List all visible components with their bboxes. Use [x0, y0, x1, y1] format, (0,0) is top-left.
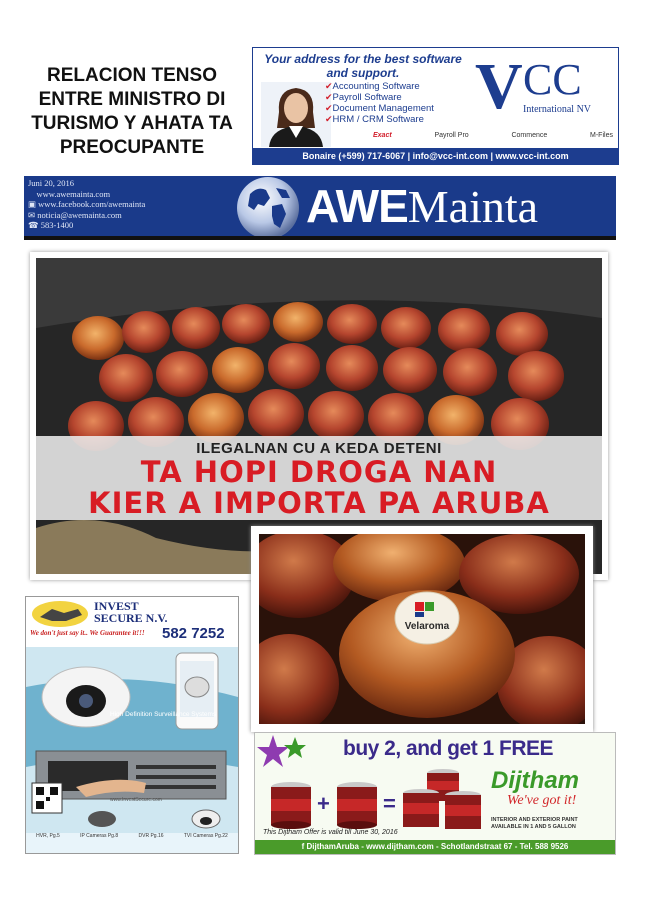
partner-logo: Exact	[373, 132, 392, 139]
facebook-icon: ▣	[28, 199, 37, 209]
product-item: IP Cameras Pg.8	[80, 833, 119, 839]
website-link[interactable]: www.awemainta.com	[36, 188, 111, 199]
vcc-advertisement[interactable]	[252, 47, 619, 165]
invest-name	[94, 600, 167, 624]
facebook-row[interactable]	[28, 199, 145, 210]
vcc-services-list	[325, 81, 434, 125]
vcc-logo-v: V	[475, 50, 523, 123]
email-row[interactable]	[28, 210, 145, 221]
dijtham-validity: This Dijtham Offer is valid till June 30, 2016	[263, 829, 398, 836]
vcc-contact-bar[interactable]: Bonaire (+599) 717-6067 | info@vcc-int.com | www.vcc-int.com	[253, 148, 618, 164]
equals-sign: =	[383, 791, 396, 816]
dijtham-slogan: We've got it!	[507, 793, 577, 808]
invest-phone[interactable]: 582 7252	[162, 625, 225, 642]
mail-icon: ✉	[28, 209, 36, 220]
partner-logo: Payroll Pro	[434, 132, 469, 139]
inset-label-text: Velaroma	[404, 621, 450, 632]
vcc-partner-logos	[373, 132, 613, 139]
paint-can-icon	[335, 781, 379, 829]
facebook-icon: f	[301, 842, 307, 851]
story-headline-line-1: TA HOPI DROGA NAN	[140, 455, 498, 489]
paint-info-line-1: INTERIOR AND EXTERIOR PAINT	[491, 817, 578, 823]
product-item: HVR, Pg.5	[36, 833, 60, 839]
vcc-service-item: ✔ HRM / CRM Software	[325, 114, 434, 125]
masthead-divider	[24, 236, 616, 240]
star-decoration-icon	[255, 733, 315, 783]
globe-icon	[236, 176, 300, 236]
partner-logo: M-Files	[590, 132, 613, 139]
brand-bold: AWE	[306, 180, 408, 232]
invest-header	[26, 597, 238, 647]
invest-hd-caption: High Definition Surveillance Systems	[110, 711, 217, 718]
product-item: DVR Pg.16	[138, 833, 164, 839]
invest-product-photo	[26, 647, 238, 833]
story-headline-line-2: KIER A IMPORTA PA ARUBA	[88, 486, 550, 520]
dijtham-footer[interactable]	[255, 840, 615, 854]
invest-product-list	[26, 833, 238, 839]
masthead-brand[interactable]	[306, 180, 538, 233]
dijtham-advertisement[interactable]	[254, 732, 616, 855]
dijtham-logo: Dijtham	[491, 767, 580, 794]
dijtham-offer: buy 2, and get 1 FREE	[343, 737, 554, 760]
handshake-icon	[30, 599, 90, 629]
phone-icon: ☎	[28, 220, 39, 230]
invest-name-line-2: SECURE N.V.	[94, 611, 168, 625]
vcc-logo-subtitle: International NV	[523, 104, 592, 115]
brand-rest: Mainta	[407, 181, 539, 232]
paint-cans-group-icon	[401, 767, 485, 833]
masthead	[24, 176, 616, 236]
email-link[interactable]: noticia@awemainta.com	[37, 209, 122, 220]
phone-number: 583-1400	[40, 220, 74, 230]
vcc-spokesperson-photo	[261, 82, 331, 147]
dijtham-paint-info	[491, 817, 578, 831]
product-item: TVI Cameras Pg.22	[183, 833, 228, 839]
headline-band[interactable]	[36, 436, 602, 520]
phone-row	[28, 220, 145, 231]
vcc-logo-cc: CC	[523, 55, 582, 104]
top-headline[interactable]: RELACION TENSO ENTRE MINISTRO DI TURISMO Y AHATA TA PREOCUPANTE	[31, 65, 233, 158]
masthead-info	[28, 178, 145, 231]
facebook-link[interactable]: www.facebook.com/awemainta	[38, 199, 146, 209]
invest-url[interactable]: www.InvestSecure.com	[110, 797, 162, 803]
plus-sign: +	[317, 791, 330, 816]
story-kicker: ILEGALNAN CU A KEDA DETENI	[196, 440, 442, 457]
website-row[interactable]	[28, 189, 145, 200]
inset-photo[interactable]	[251, 526, 593, 732]
dijtham-footer-text: DijthamAruba - www.dijtham.com - Schotlandstraat 67 - Tel. 588 9526	[306, 842, 569, 851]
issue-date: Juni 20, 2016	[28, 178, 75, 188]
paint-can-icon	[269, 781, 313, 829]
invest-secure-advertisement[interactable]	[25, 596, 239, 854]
partner-logo: Commence	[511, 132, 548, 139]
vcc-service-item: ✔ Payroll Software	[325, 92, 434, 103]
paint-info-line-2: AVAILABLE IN 1 AND 5 GALLON	[491, 824, 576, 830]
vcc-service-item: ✔ Document Management	[325, 103, 434, 114]
invest-slogan: We don't just say it.. We Guarantee it!!!	[30, 629, 145, 637]
vcc-tagline: Your address for the best software and support.	[264, 52, 462, 80]
drug-closeup-photo	[259, 534, 585, 724]
invest-name-line-1: INVEST	[94, 599, 139, 613]
vcc-service-item: ✔ Accounting Software	[325, 81, 434, 92]
